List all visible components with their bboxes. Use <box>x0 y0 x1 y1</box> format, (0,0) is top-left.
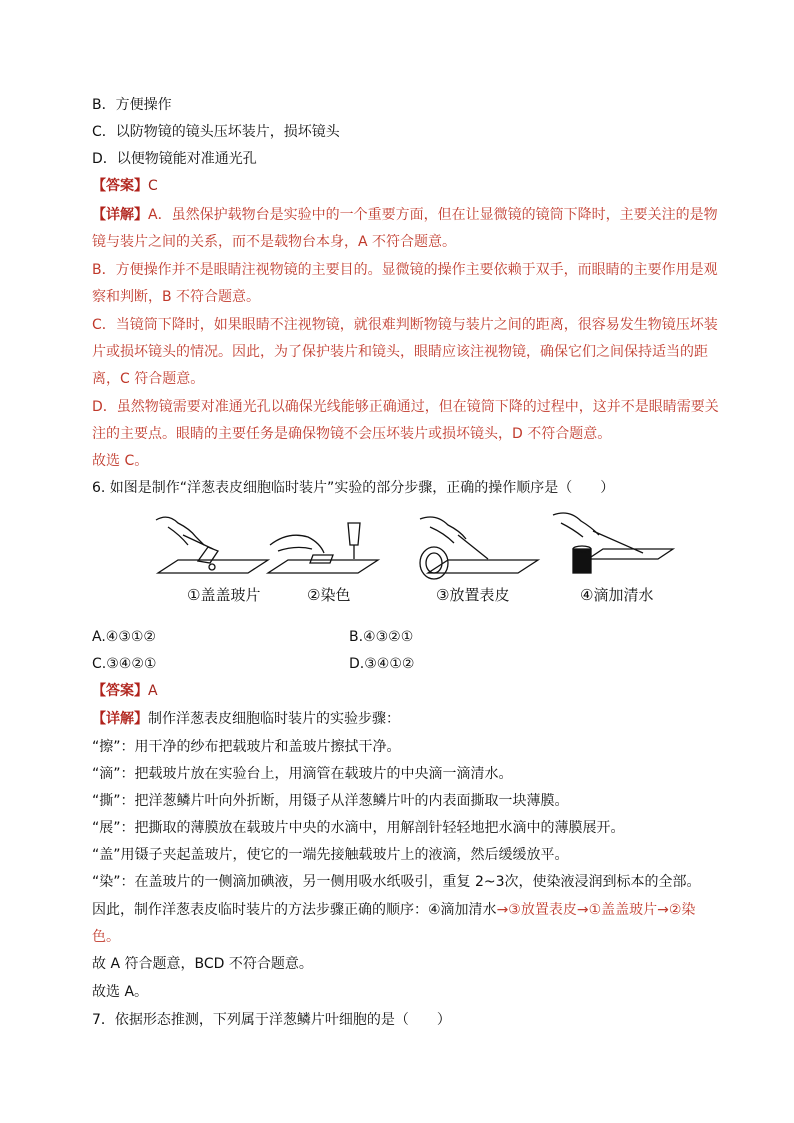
step-ca: “擦”：用干净的纱布把载玻片和盖玻片擦拭干净。 <box>92 739 401 755</box>
selection-q6: 故选 A。 <box>92 984 149 1000</box>
figure-label-1: ①盖盖玻片 <box>187 586 261 604</box>
option-a-q6: A.④③①② <box>92 629 156 645</box>
option-d-q5: D．以便物镜能对准通光孔 <box>92 151 257 167</box>
explanation-q5-a-2: 镜与装片之间的关系，而不是载物台本身，A 不符合题意。 <box>92 234 457 250</box>
step-4-illustration <box>553 513 673 573</box>
explanation-q5-b-1: B．方便操作并不是眼睛注视物镜的主要目的。显微镜的操作主要依赖于双手，而眼睛的主要作用是观 <box>92 262 718 278</box>
step-3-illustration <box>420 517 538 579</box>
explanation-q5-d-1: D．虽然物镜需要对准通光孔以确保光线能够正确通过，但在镜筒下降的过程中，这并不是眼睛需要关 <box>92 399 719 415</box>
figure-label-3: ③放置表皮 <box>436 586 510 604</box>
explanation-text: A．虽然保护载物台是实验中的一个重要方面，但在让显微镜的镜筒下降时，主要关注的是物 <box>148 207 718 223</box>
explanation-text: 制作洋葱表皮细胞临时装片的实验步骤： <box>148 711 400 727</box>
explanation-q6-intro <box>92 709 400 729</box>
answer-q6 <box>92 681 158 701</box>
question-7: 7．依据形态推测，下列属于洋葱鳞片叶细胞的是（ ） <box>92 1012 451 1028</box>
question-6: 6. 如图是制作“洋葱表皮细胞临时装片”实验的部分步骤，正确的操作顺序是（ ） <box>92 480 615 496</box>
answer-q5 <box>92 176 158 196</box>
step-ran: “染”：在盖玻片的一侧滴加碘液，另一侧用吸水纸吸引，重复 2~3次，使染液浸润到标本的全部。 <box>92 874 701 890</box>
step-si: “撕”：把洋葱鳞片叶向外折断，用镊子从洋葱鳞片叶的内表面撕取一块薄膜。 <box>92 793 569 809</box>
answer-tag: 【答案】 <box>92 683 148 699</box>
explanation-q5-d-2: 注的主要点。眼睛的主要任务是确保物镜不会压坏装片或损坏镜头，D 不符合题意。 <box>92 426 612 442</box>
step-gai: “盖”用镊子夹起盖玻片，使它的一端先接触载玻片上的液滴，然后缓缓放平。 <box>92 847 569 863</box>
option-c-q5: C．以防物镜的镜头压坏装片，损坏镜头 <box>92 124 340 140</box>
explanation-q5-a-1 <box>92 205 718 225</box>
conclusion-q6 <box>92 900 695 920</box>
step-1-illustration <box>156 517 268 573</box>
answer-value: C <box>148 178 158 194</box>
explanation-q5-c-2: 片或损坏镜头的情况。因此，为了保护装片和镜头，眼睛应该注视物镜，确保它们之间保持适当的距 <box>92 344 708 360</box>
explanation-q5-c-3: 离，C 符合题意。 <box>92 371 205 387</box>
figure-label-4: ④滴加清水 <box>580 586 654 604</box>
step-zhan: “展”：把撕取的薄膜放在载玻片中央的水滴中，用解剖针轻轻地把水滴中的薄膜展开。 <box>92 820 625 836</box>
option-b-q5: B．方便操作 <box>92 97 172 113</box>
step-di: “滴”：把载玻片放在实验台上，用滴管在载玻片的中央滴一滴清水。 <box>92 766 513 782</box>
conclusion-order: →③放置表皮→①盖盖玻片→②染 <box>496 902 696 918</box>
explanation-tag: 【详解】 <box>92 711 148 727</box>
conclusion-q6-cont: 色。 <box>92 929 120 945</box>
conclusion-text: 因此，制作洋葱表皮临时装片的方法步骤正确的顺序：④滴加清水 <box>92 902 497 918</box>
explanation-tag: 【详解】 <box>92 207 148 223</box>
experiment-steps-figure <box>138 505 678 625</box>
step-2-illustration <box>268 523 378 573</box>
answer-value: A <box>148 683 158 699</box>
option-c-q6: C.③④②① <box>92 656 157 672</box>
selection-q5: 故选 C。 <box>92 453 149 469</box>
conclusion-q6-result: 故 A 符合题意，BCD 不符合题意。 <box>92 956 313 972</box>
answer-tag: 【答案】 <box>92 178 148 194</box>
explanation-q5-c-1: C．当镜筒下降时，如果眼睛不注视物镜，就很难判断物镜与装片之间的距离，很容易发生物镜压坏装 <box>92 317 718 333</box>
figure-label-2: ②染色 <box>307 586 351 604</box>
explanation-q5-b-2: 察和判断，B 不符合题意。 <box>92 289 261 305</box>
option-b-q6: B.④③②① <box>349 629 414 645</box>
option-d-q6: D.③④①② <box>349 656 415 672</box>
